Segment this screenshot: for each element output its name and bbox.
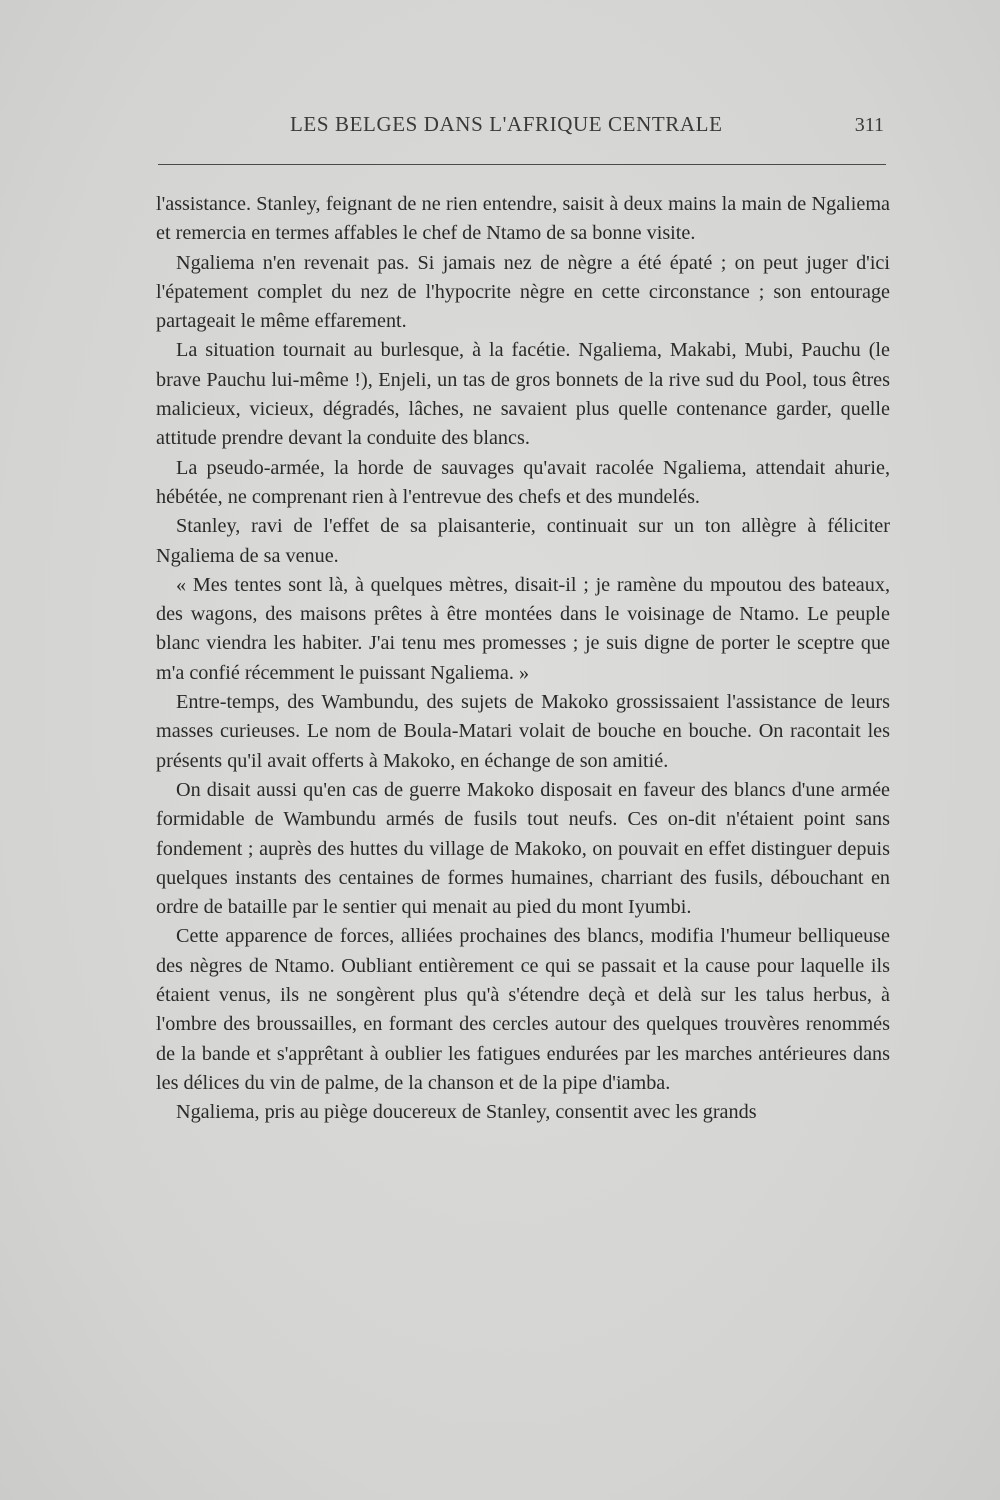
paragraph: Stanley, ravi de l'effet de sa plaisanterie, continuait sur un ton allègre à féliciter Ngaliema de sa venue. xyxy=(156,515,890,567)
paragraph: Entre-temps, des Wambundu, des sujets de Makoko grossissaient l'assistance de leurs masses curieuses. Le nom de Boula-Matari volait de bouche en bouche. On racontait les présents qu'il avait offerts à Makoko, en échange de son amitié. xyxy=(156,691,890,772)
paragraph: La pseudo-armée, la horde de sauvages qu'avait racolée Ngaliema, attendait ahurie, hébétée, ne comprenant rien à l'entrevue des chefs et des mundelés. xyxy=(156,456,890,508)
body-text xyxy=(156,190,890,1128)
paragraph: Cette apparence de forces, alliées prochaines des blancs, modifia l'humeur belliqueuse des nègres de Ntamo. Oubliant entièrement ce qui se passait et la cause pour laquelle ils étaient venus, ils ne songèrent plus qu'à s'étendre deçà et delà sur les talus herbus, à l'ombre des broussailles, en formant des cercles autour des quelques trouvères renommés de la bande et s'apprêtant à oublier les fatigues endurées par les marches antérieures dans les délices du vin de palme, de la chanson et de la pipe d'iamba. xyxy=(156,925,890,1094)
running-head xyxy=(156,108,886,142)
header-rule xyxy=(158,164,886,165)
paragraph: On disait aussi qu'en cas de guerre Makoko disposait en faveur des blancs d'une armée formidable de Wambundu armés de fusils tout neufs. Ces on-dit n'étaient point sans fondement ; auprès des huttes du village de Makoko, on pouvait en effet distinguer depuis quelques instants des centaines de formes humaines, charriant des fusils, débouchant en ordre de bataille par le sentier qui menait au pied du mont Iyumbi. xyxy=(156,778,890,919)
running-title: LES BELGES DANS L'AFRIQUE CENTRALE xyxy=(290,112,723,136)
paragraph: Ngaliema, pris au piège doucereux de Stanley, consentit avec les grands xyxy=(176,1101,757,1124)
paragraph: l'assistance. Stanley, feignant de ne rien entendre, saisit à deux mains la main de Ngaliema et remercia en termes affables le chef de Ntamo de sa bonne visite. xyxy=(156,193,890,245)
paragraph: Ngaliema n'en revenait pas. Si jamais nez de nègre a été épaté ; on peut juger d'ici l'épatement complet du nez de l'hypocrite nègre en cette circonstance ; son entourage partageait le même effarement. xyxy=(156,251,890,333)
paragraph: « Mes tentes sont là, à quelques mètres, disait-il ; je ramène du mpoutou des bateaux, des wagons, des maisons prêtes à être montées dans le voisinage de Ntamo. Le peuple blanc viendra les habiter. J'ai tenu mes promesses ; je suis digne de porter le sceptre que m'a confié récemment le puissant Ngaliema. » xyxy=(156,573,890,684)
paragraph: La situation tournait au burlesque, à la facétie. Ngaliema, Makabi, Mubi, Pauchu (le brave Pauchu lui-même !), Enjeli, un tas de gros bonnets de la rive sud du Pool, tous êtres malicieux, vicieux, dégradés, lâches, ne savaient plus quelle contenance garder, quelle attitude prendre devant la conduite des blancs. xyxy=(156,339,890,450)
page-number: 311 xyxy=(854,114,884,136)
